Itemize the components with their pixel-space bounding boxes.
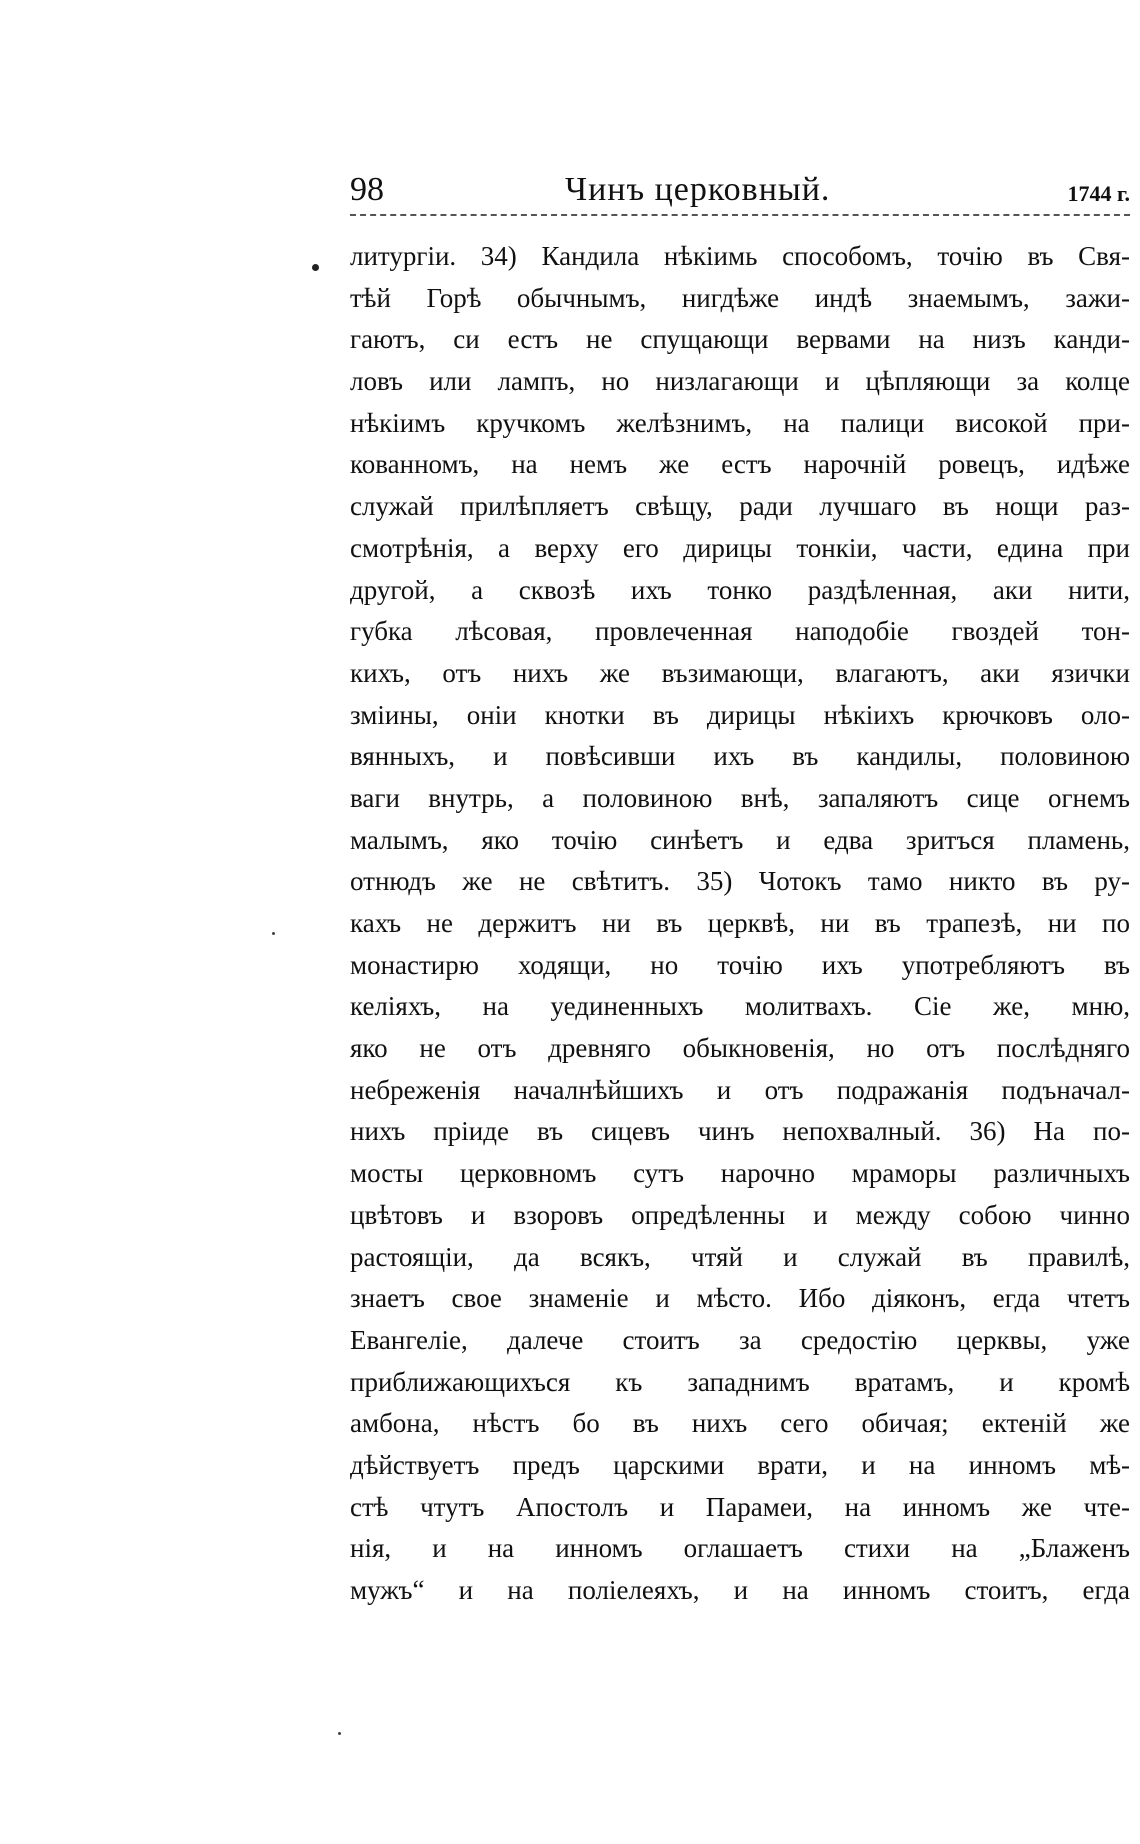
text-line: вянныхъ, и повѣсивши ихъ въ кандилы, половиною	[350, 741, 1130, 772]
text-line: зміины, оніи кнотки въ дирицы нѣкіихъ крючковъ оло-	[350, 699, 1130, 730]
text-line: малымъ, яко точію синѣетъ и едва зритъся пламень,	[350, 824, 1130, 855]
text-line: Евангеліе, далече стоитъ за средостію церквы, уже	[350, 1324, 1130, 1355]
text-line: небреженія началнѣйшихъ и отъ подражанія подъначал-	[350, 1074, 1130, 1105]
text-line: мосты церковномъ сутъ нарочно мраморы различныхъ	[350, 1158, 1130, 1189]
scan-speck	[272, 932, 275, 935]
scan-speck	[338, 1732, 341, 1735]
text-line: дѣйствуетъ предъ царскими врати, и на инномъ мѣ-	[350, 1449, 1130, 1480]
text-line: стѣ чтутъ Апостолъ и Парамеи, на инномъ же чте-	[350, 1491, 1130, 1522]
text-line: мужъ“ и на поліелеяхъ, и на инномъ стоитъ, егда	[350, 1575, 1130, 1605]
text-line: ваги внутрь, а половиною внѣ, запаляютъ сице огнемъ	[350, 782, 1130, 813]
page-header	[350, 164, 1130, 216]
body-text	[350, 236, 1130, 1612]
running-title: Чинъ церковный.	[565, 171, 831, 208]
text-line: литургіи. 34) Кандила нѣкіимь способомъ, точію въ Свя-	[350, 241, 1130, 271]
text-line: приближающихъся къ западнимъ вратамъ, и кромѣ	[350, 1366, 1130, 1397]
text-line: ловъ или лампъ, но низлагающи и цѣпляющи за колце	[350, 366, 1130, 397]
text-line: цвѣтовъ и взоровъ опредѣленны и между собою чинно	[350, 1199, 1130, 1230]
text-line: служай прилѣпляетъ свѣщу, ради лучшаго въ нощи раз-	[350, 491, 1130, 522]
text-line: амбона, нѣстъ бо въ нихъ сего обичая; ектеній же	[350, 1408, 1130, 1439]
text-line: губка лѣсовая, провлеченная наподобіе гвоздей тон-	[350, 616, 1130, 647]
text-line: монастирю ходящи, но точію ихъ употребляютъ въ	[350, 949, 1130, 980]
text-line: отнюдъ же не свѣтитъ. 35) Чотокъ тамо никто въ ру-	[350, 866, 1130, 897]
header-rule	[350, 214, 1130, 216]
text-line: знаетъ свое знаменіе и мѣсто. Ибо діяконъ, егда чтетъ	[350, 1283, 1130, 1314]
text-line: растоящіи, да всякъ, чтяй и служай въ правилѣ,	[350, 1241, 1130, 1272]
text-line: кахъ не держитъ ни въ церквѣ, ни въ трапезѣ, ни по	[350, 908, 1130, 938]
margin-mark	[312, 264, 319, 271]
text-line: другой, а сквозѣ ихъ тонко раздѣленная, аки нити,	[350, 574, 1130, 605]
page-number: 98	[350, 171, 384, 208]
text-line: келіяхъ, на уединенныхъ молитвахъ. Сіе же, мню,	[350, 991, 1130, 1022]
year-label: 1744 г.	[1067, 181, 1130, 206]
text-line: кованномъ, на немъ же естъ нарочній ровецъ, идѣже	[350, 449, 1130, 480]
text-line: кихъ, отъ нихъ же възимающи, влагаютъ, аки язички	[350, 657, 1130, 688]
text-line: тѣй Горѣ обычнымъ, нигдѣже индѣ знаемымъ, зажи-	[350, 282, 1130, 313]
text-line: смотрѣнія, а верху его дирицы тонкіи, части, едина при	[350, 532, 1130, 563]
text-line: нѣкіимъ кручкомъ желѣзнимъ, на палици високой при-	[350, 407, 1130, 438]
text-line: нія, и на инномъ оглашаетъ стихи на „Блаженъ	[350, 1533, 1130, 1564]
text-line: яко не отъ древняго обыкновенія, но отъ послѣдняго	[350, 1033, 1130, 1064]
text-line: нихъ пріиде въ сицевъ чинъ непохвалный. 36) На по-	[350, 1116, 1130, 1147]
text-line: гаютъ, си естъ не спущающи вервами на низъ канди-	[350, 324, 1130, 355]
